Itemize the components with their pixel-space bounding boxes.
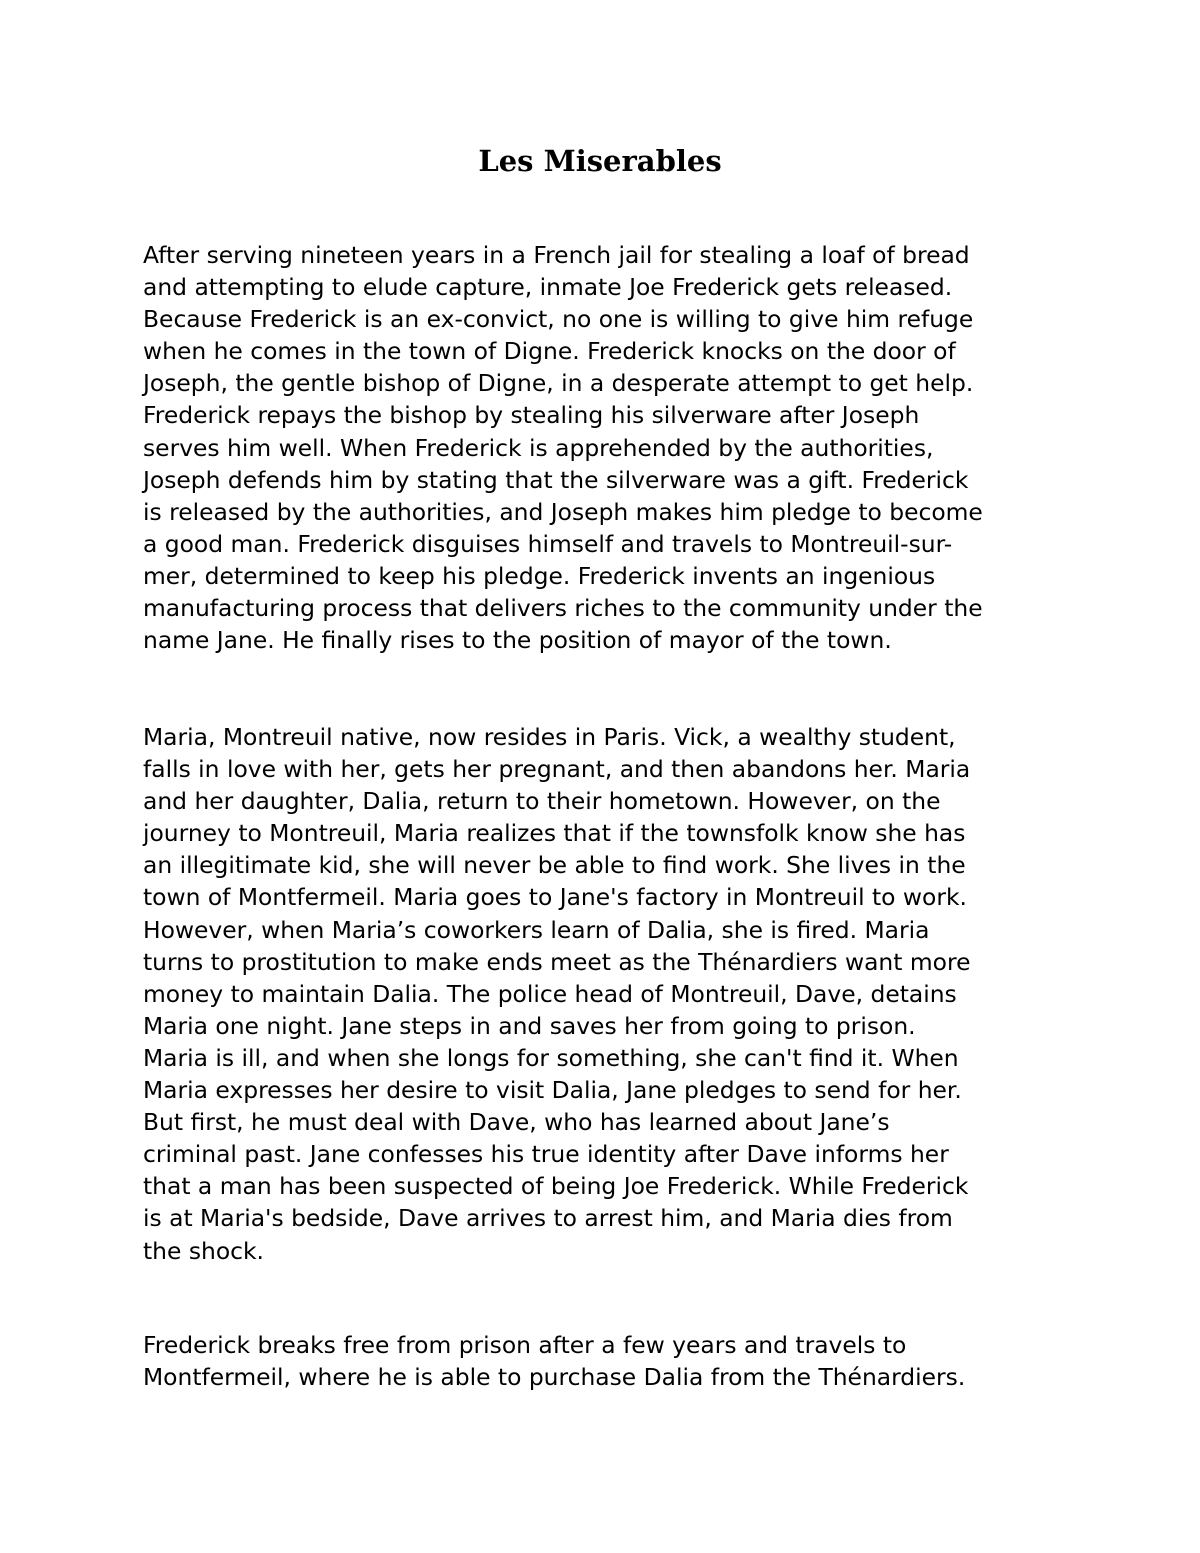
paragraph-line: Maria one night. Jane steps in and saves her from going to prison. xyxy=(143,1011,916,1040)
paragraph-line: falls in love with her, gets her pregnant, and then abandons her. Maria xyxy=(143,755,971,784)
paragraph-line: Because Frederick is an ex-convict, no one is willing to give him refuge xyxy=(143,305,974,334)
paragraph-line: However, when Maria’s coworkers learn of Dalia, she is fired. Maria xyxy=(143,915,930,944)
paragraph-line: Maria is ill, and when she longs for something, she can't find it. When xyxy=(143,1043,959,1072)
paragraph-line: Maria expresses her desire to visit Dalia, Jane pledges to send for her. xyxy=(143,1076,962,1105)
paragraph-line: After serving nineteen years in a French jail for stealing a loaf of bread xyxy=(143,241,970,269)
paragraph-line: money to maintain Dalia. The police head of Montreuil, Dave, detains xyxy=(143,979,957,1008)
paragraph-line: when he comes in the town of Digne. Frederick knocks on the door of xyxy=(143,337,956,366)
paragraph-line: criminal past. Jane confesses his true identity after Dave informs her xyxy=(143,1140,949,1169)
paragraph-line: Maria, Montreuil native, now resides in Paris. Vick, a wealthy student, xyxy=(143,723,956,751)
paragraph-line: an illegitimate kid, she will never be able to find work. She lives in the xyxy=(143,851,966,880)
paragraph-line: and her daughter, Dalia, return to their hometown. However, on the xyxy=(143,787,941,816)
paragraph-line: Montfermeil, where he is able to purchase Dalia from the Thénardiers. xyxy=(143,1363,966,1392)
paragraph-1 xyxy=(143,239,1063,656)
paragraph-line: the shock. xyxy=(143,1236,264,1265)
paragraph-line: serves him well. When Frederick is apprehended by the authorities, xyxy=(143,433,934,462)
paragraph-line: and attempting to elude capture, inmate Joe Frederick gets released. xyxy=(143,273,953,302)
paragraph-line: journey to Montreuil, Maria realizes that if the townsfolk know she has xyxy=(143,819,966,848)
paragraph-line: town of Montfermeil. Maria goes to Jane's factory in Montreuil to work. xyxy=(143,883,967,912)
paragraph-line: Frederick repays the bishop by stealing his silverware after Joseph xyxy=(143,401,920,430)
paragraph-line: Joseph, the gentle bishop of Digne, in a desperate attempt to get help. xyxy=(143,369,974,398)
paragraph-3 xyxy=(143,1329,1063,1393)
paragraph-line: mer, determined to keep his pledge. Frederick invents an ingenious xyxy=(143,561,936,590)
paragraph-line: is released by the authorities, and Joseph makes him pledge to become xyxy=(143,497,983,526)
paragraph-line: name Jane. He finally rises to the position of mayor of the town. xyxy=(143,626,892,655)
paragraph-line: that a man has been suspected of being Joe Frederick. While Frederick xyxy=(143,1172,969,1201)
paragraph-line: But first, he must deal with Dave, who has learned about Jane’s xyxy=(143,1108,890,1137)
paragraph-line: a good man. Frederick disguises himself and travels to Montreuil-sur- xyxy=(143,529,953,558)
paragraph-line: Joseph defends him by stating that the silverware was a gift. Frederick xyxy=(143,465,969,494)
document-title: Les Miserables xyxy=(478,144,722,178)
paragraph-2 xyxy=(143,721,1063,1267)
paragraph-line: manufacturing process that delivers riches to the community under the xyxy=(143,594,983,623)
paragraph-line: is at Maria's bedside, Dave arrives to arrest him, and Maria dies from xyxy=(143,1204,953,1233)
paragraph-line: Frederick breaks free from prison after a few years and travels to xyxy=(143,1331,907,1359)
paragraph-line: turns to prostitution to make ends meet as the Thénardiers want more xyxy=(143,947,971,976)
